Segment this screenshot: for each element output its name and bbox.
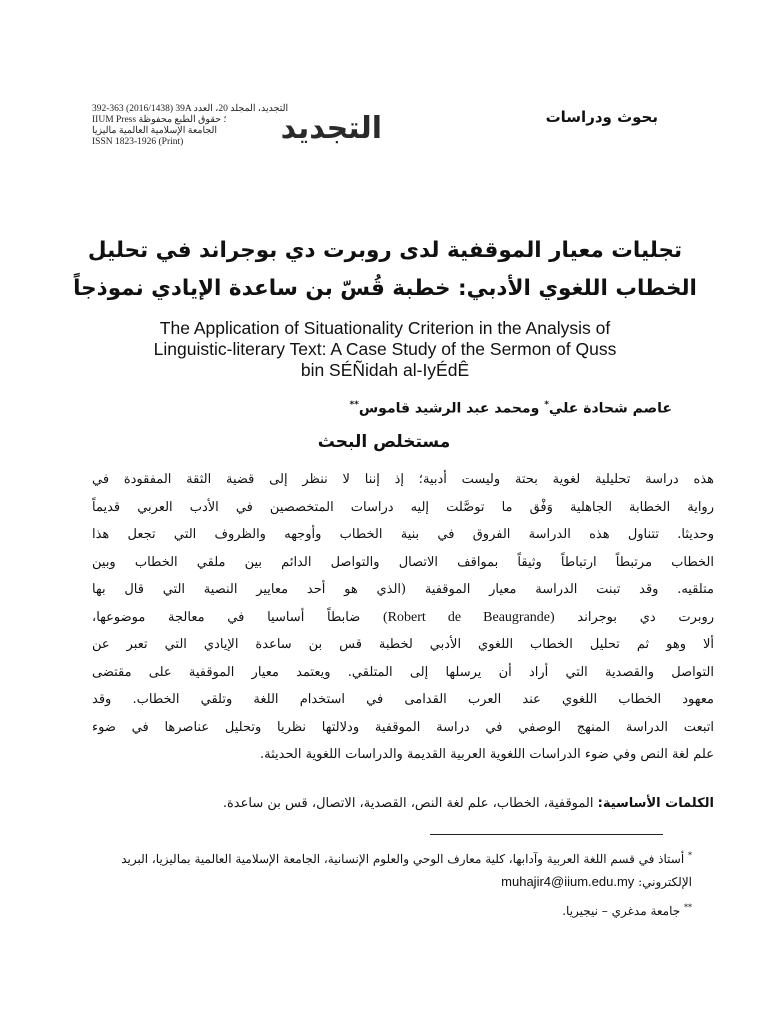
keywords-text: الموقفية، الخطاب، علم لغة النص، القصدية، الاتصال، قس بن ساعدة. [222,796,598,811]
footnote-2 [82,898,692,921]
title-arabic-line: الخطاب اللغوي الأدبي: خطبة قُسّ بن ساعدة الإيادي نموذجاً [73,276,697,301]
footnote-2-text: جامعة مدغري – نيجيريا. [562,904,684,918]
footnote-1-mark: * [688,851,692,860]
journal-meta-line: IIUM Press ؛ حقوق الطبع محفوظة [92,115,227,125]
title-arabic-line: تجليات معيار الموقفية لدى روبرت دي بوجراند في تحليل [87,238,683,263]
title-arabic [60,232,710,308]
abstract-line: اتبعت الدراسة المنهج الوصفي في دراسة الموقفية ودلالتها نظريا وتحليل عناصرها في ضوء [92,719,714,735]
title-english [100,318,670,381]
author-2-mark: ** [349,400,359,410]
abstract-body [92,466,714,769]
abstract-line: متلقيه. وقد تبنت الدراسة معيار الموقفية (الذي هو أحد معايير النصية التي قال بها [92,582,714,597]
authors [349,400,672,417]
abstract-line [92,604,714,632]
abstract-line: علم لغة النص وفي ضوء الدراسات اللغوية العربية القديمة والدراسات اللغوية الحديثة. [260,747,714,762]
journal-issn: ISSN 1823-1926 (Print) [92,137,184,147]
abstract-english-name: (Robert de Beaugrande) [383,609,555,625]
footnote-1-email[interactable]: muhajir4@iium.edu.my [501,874,635,889]
footnote-1 [82,846,692,869]
author-2: ومحمد عبد الرشيد قاموس [358,400,545,417]
footnote-1-email-label: الإلكتروني: [634,875,692,889]
abstract-line: وحديثا. تتناول هذه الدراسة الفروق في بنية الخطاب وأوجهه والظروف التي تجعل هذا [92,527,714,542]
abstract-line: الخطاب مرتبطاً ارتباطاً وثيقاً بمواقف الاتصال والتواصل الدائم بين ملقي الخطاب وبين [92,554,714,570]
title-english-line: Linguistic-literary Text: A Case Study of the Sermon of Quss [153,339,617,359]
title-english-line: bin SÉÑidah al-IyÉdÊ [300,360,470,380]
abstract-line: رواية الخطابة الجاهلية وَفْق ما توصَّلت إليه دراسات المتخصصين في الأدب العربي قديماً [92,499,714,515]
abstract-line-part: روبرت دي بوجراند [554,609,714,625]
journal-meta-line: الجامعة الإسلامية العالمية ماليزيا [92,126,218,136]
footnote-divider [430,834,663,835]
abstract-line: هذه دراسة تحليلية لغوية بحتة وليست أدبية؛ إذ إننا لا ننظر إلى قضية الثقة المفقودة في [92,472,714,487]
abstract-line: معهود الخطاب اللغوي عند العرب القدامى في استخدام اللغة وتلقي الخطاب. وقد [92,692,714,707]
title-english-line: The Application of Situationality Criterion in the Analysis of [159,318,611,338]
author-1: عاصم شحادة علي [548,400,672,417]
journal-meta-line: 392-363 (2016/1438) 39A التجديد، المجلد 20، العدد [92,104,289,114]
author-1-mark: * [544,400,549,410]
abstract-line: ألا وهو ثم تحليل الخطاب اللغوي الأدبي لخطبة قس بن ساعدة الإيادي التي تعبر عن [92,637,714,652]
section-label: بحوث ودراسات [545,108,658,126]
keywords-label: الكلمات الأساسية: [597,796,714,811]
abstract-line-part: ضابطاً أساسيا في معالجة موضوعها، [92,609,383,625]
footnote-1-continued [82,872,692,892]
abstract-line: التواصل والقصدية التي أراد أن يرسلها إلى المتلقي. ويعتمد معيار الموقفية على مقتضى [92,664,714,680]
footnote-2-mark: ** [684,903,692,912]
footnote-1-text: أستاذ في قسم اللغة العربية وآدابها، كلية معارف الوحي والعلوم الإنسانية، الجامعة الإسلامية العالمية بماليزيا، البريد [121,852,688,866]
keywords [92,792,714,816]
abstract-title: مستخلص البحث [317,432,451,452]
journal-logo: التجديد [280,111,382,146]
